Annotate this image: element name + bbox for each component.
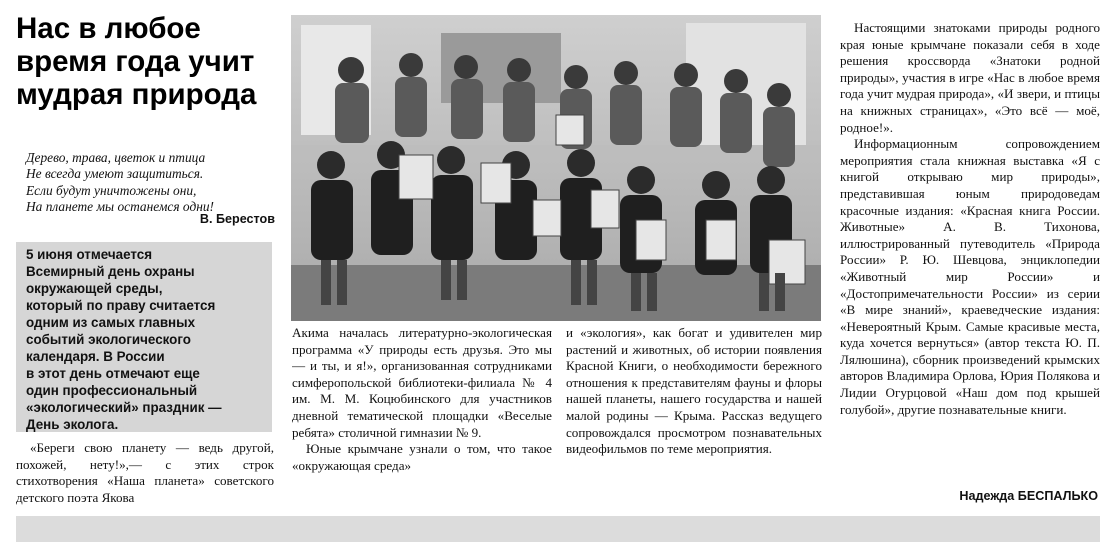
poem-line: Не всегда умеют защититься. [26, 166, 204, 182]
lead-line: событий экологического [26, 332, 191, 347]
body-paragraph: Информационным сопровождением мероприятия стала книжная выставка «Я с книгой открываю мир природы», представившая юным природоведам красочные издания: «Красная книга России. Животные» А. В. Тихонова, иллюстрированный путеводитель «Природа России» Р. Ю. Шевцова, энциклопедии «Животный мир России» и «Достопримечательности России» из серии «В мире знаний», краеведческие издания: «Невероятный Крым. Самые красивые места, куда хочется вернуться» (автор текста Ю. П. Лялюшина), сборник произведений крымских авторов Владимира Орлова, Юрия Полякова и Лидии Огурцовой «Наш дом под крышей голубой», другие познавательные книги. [840, 136, 1100, 417]
lead-line: 5 июня отмечается [26, 247, 153, 262]
lead-line: в этот день отмечают еще [26, 366, 200, 381]
body-paragraph: Настоящими знатоками природы родного края юные крымчане показали себя в ходе решения кроссворда «Знатоки родной природы», участия в игре «Нас в любое время года учит мудрая природа», «И звери, и птицы на книжных страницах», «Это всё — моё, родное!». [840, 20, 1100, 135]
poem-line: Дерево, трава, цветок и птица [26, 150, 206, 165]
bottom-band [16, 516, 1100, 542]
body-paragraph: Акима началась литературно-экологическая программа «У природы есть друзья. Это мы — и ты, и я!», организованная сотрудниками симферопольской библиотеки-филиала № 4 им. М. М. Коцюбинского для участников дневной тематической площадки «Веселые ребята» столичной гимназии № 9. [292, 325, 552, 440]
lead-paragraph [26, 246, 270, 433]
lead-line: календаря. В России [26, 349, 165, 364]
lead-line: окружающей среды, [26, 281, 163, 296]
body-paragraph: Юные крымчане узнали о том, что такое «окружающая среда» [292, 441, 552, 473]
poem-author: В. Берестов [199, 212, 275, 226]
group-photo [291, 15, 821, 321]
body-column-1 [16, 440, 274, 512]
lead-line: один профессиональный [26, 383, 198, 398]
lead-line: «экологический» праздник — [26, 400, 222, 415]
body-paragraph: и «экология», как богат и удивителен мир растений и животных, об истории появления Красной Книги, о необходимости бережного отношения к представителям фауны и флоры нашей планеты, нашего государства и нашей малой родины — Крыма. Рассказ ведущего сопровождался просмотром познавательных видеофильмов по теме мероприятия. [566, 325, 822, 457]
body-column-4 [840, 20, 1100, 490]
article-headline: Нас в любое время года учит мудрая природа [16, 12, 257, 111]
lead-line: одним из самых главных [26, 315, 196, 330]
photo-illustration [291, 15, 821, 321]
author-signature: Надежда БЕСПАЛЬКО [959, 489, 1098, 503]
lead-line: День эколога. [26, 417, 119, 432]
body-column-3 [566, 325, 822, 515]
lead-line: Всемирный день охраны [26, 264, 195, 279]
body-paragraph: «Береги свою планету — ведь другой, похожей, нету!»,— с этих строк стихотворения «Наша планета» советского детского поэта Якова [16, 440, 274, 505]
lead-line: который по праву считается [26, 298, 216, 313]
poem-line: На планете мы останемся одни! [26, 199, 215, 215]
epigraph-poem [26, 150, 276, 216]
body-column-2 [292, 325, 552, 515]
poem-line: Если будут уничтожены они, [26, 182, 197, 198]
